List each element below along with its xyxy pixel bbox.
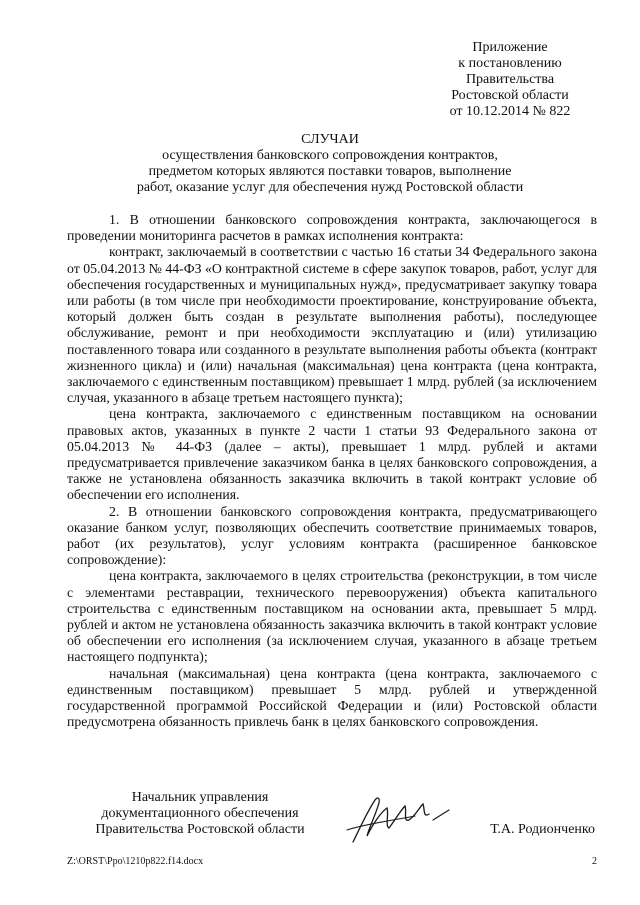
title-line: работ, оказание услуг для обеспечения нужд Ростовской области [136, 180, 524, 195]
body-paragraph: начальная (максимальная) цена контракта (цена контракта, заключаемого с единственным поставщиком) превышает 5 млрд. рублей и утвержденной государственной программой Российской Федерации и (или) Ростовской области предусмотрена обязанность привлечь банк в целях банковского сопровождения. [67, 665, 597, 730]
body-paragraph: цена контракта, заключаемого с единственным поставщиком на основании правовых актов, указанных в пункте 2 части 1 статьи 93 Федерального закона от 05.04.2013 № 44-ФЗ (далее – акты), превышает 1 млрд. рублей и актами предусматривается привлечение заказчиком банка в целях банковского сопровождения, а также не установлена обязанность заказчика включить в такой контракт условие об обеспечении его исполнения. [67, 406, 597, 503]
appendix-block [420, 40, 600, 120]
appendix-line: к постановлению [458, 56, 562, 71]
body-paragraph: цена контракта, заключаемого в целях строительства (реконструкции, в том числе с элементами реставрации, технического перевооружения) объекта капитального строительства с единственным поставщиком на основании акта, превышает 5 млрд. рублей и актом не установлена обязанность заказчика включить в такой контракт условие об обеспечении его исполнения (за исключением случая, указанного в абзаце третьем настоящего подпункта); [67, 568, 597, 665]
body-paragraph: 1. В отношении банковского сопровождения контракта, заключающегося в проведении мониторинга расчетов в рамках исполнения контракта: [67, 212, 597, 244]
position-line: документационного обеспечения [101, 806, 299, 821]
title-line: осуществления банковского сопровождения контрактов, [162, 148, 498, 163]
title-line: предметом которых являются поставки товаров, выполнение [148, 164, 512, 179]
body-paragraph: контракт, заключаемый в соответствии с частью 16 статьи 34 Федерального закона от 05.04.2013 № 44-ФЗ «О контрактной системе в сфере закупок товаров, работ, услуг для обеспечения государственных и муниципальных нужд», предусматривает закупку товара или работы (в том числе при необходимости проектирование, конструирование объекта, который должен быть создан в результате выполнения работы), последующее обслуживание, ремонт и при необходимости эксплуатацию и (или) утилизацию поставленного товара или созданного в результате выполнения работы объекта (контракт жизненного цикла) и (или) начальная (максимальная) цена контракта (цена контракта, заключаемого с единственным поставщиком) превышает 1 млрд. рублей (за исключением случая, указанного в абзаце третьем настоящего пункта); [67, 244, 597, 406]
appendix-line: Приложение [472, 40, 548, 55]
appendix-line: Ростовской области [451, 88, 569, 103]
appendix-line: от 10.12.2014 № 822 [449, 104, 571, 119]
position-line: Начальник управления [131, 790, 269, 805]
body-paragraph: 2. В отношении банковского сопровождения контракта, предусматривающего оказание банком услуг, позволяющих обеспечить соответствие принимаемых товаров, работ (их результатов), услуг условиям контракта (расширенное банковское сопровождение): [67, 503, 597, 568]
appendix-line: Правительства [465, 72, 555, 87]
document-body [67, 212, 597, 731]
position-line: Правительства Ростовской области [95, 822, 305, 837]
signatory-position [70, 790, 330, 838]
signatory-name: Т.А. Родионченко [490, 822, 595, 837]
page-number: 2 [592, 856, 597, 867]
document-title [60, 132, 600, 196]
title-heading: СЛУЧАИ [301, 132, 359, 147]
handwritten-signature [345, 790, 465, 850]
file-path: Z:\ORST\Ppo\1210p822.f14.docx [67, 856, 204, 867]
